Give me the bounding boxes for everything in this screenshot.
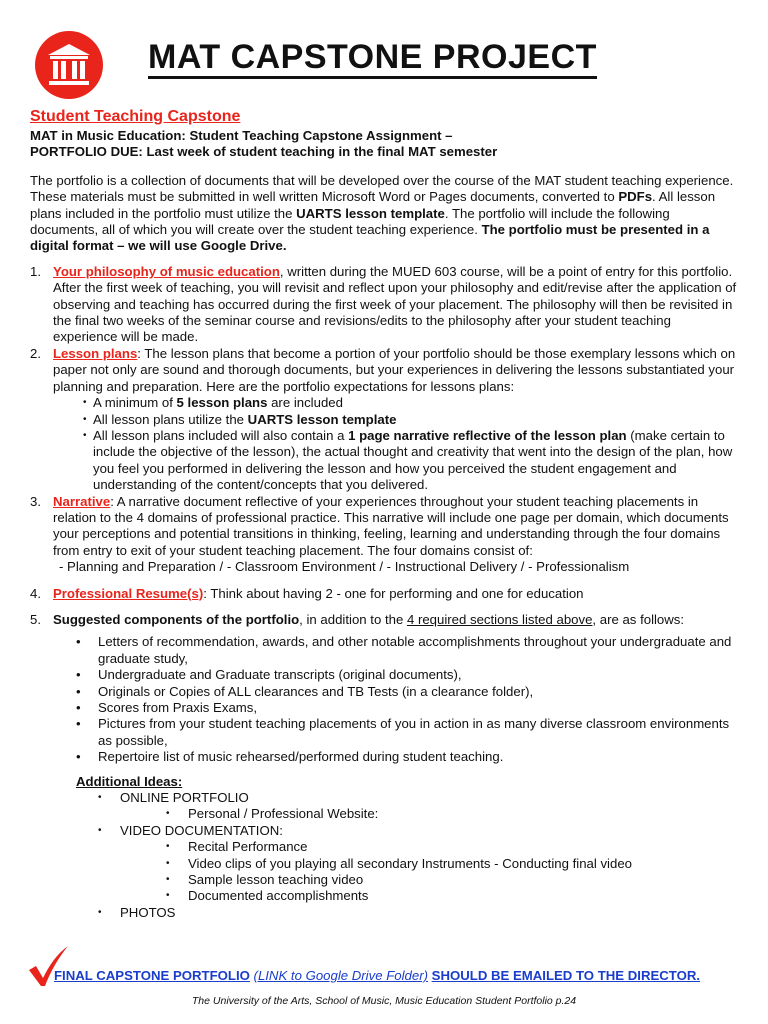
domains-line: - Planning and Preparation / - Classroom Environment / - Instructional Delivery / - Professionalism bbox=[59, 559, 630, 575]
list-item: • A minimum of 5 lesson plans are included bbox=[83, 395, 738, 411]
list-item: • ONLINE PORTFOLIO bbox=[76, 790, 738, 806]
lesson-plan-expectations bbox=[53, 395, 738, 493]
list-item: • Letters of recommendation, awards, and other notable accomplishments throughout your undergraduate and graduate study, bbox=[98, 634, 738, 667]
list-item: 3. Narrative: A narrative document reflective of your experiences throughout your student teaching placements in relation to the 4 domains of professional practice. This narrative will include one page per domain, which documents your perceptions and potential transitions in thinking, feeling, learning and understanding through the four domains from entry to exit of your student teaching placement. The four domains consist of: - Planning and Preparation / - Classroom Environment / - Instructional Delivery / - Professionalism bbox=[30, 494, 738, 576]
narrative-label: Narrative bbox=[53, 493, 111, 509]
list-item: 5. Suggested components of the portfolio, in addition to the 4 required sections listed above, are as follows: bbox=[30, 611, 685, 627]
list-item: • Pictures from your student teaching placements of you in action in as many diverse classroom environments as possible, bbox=[98, 716, 738, 749]
list-item: • Undergraduate and Graduate transcripts (original documents), bbox=[98, 667, 738, 683]
list-item: • All lesson plans utilize the UARTS lesson template bbox=[83, 412, 738, 428]
document-body bbox=[30, 106, 738, 921]
list-item: • PHOTOS bbox=[76, 905, 738, 921]
list-item: • Documented accomplishments bbox=[76, 888, 738, 904]
list-item: • Scores from Praxis Exams, bbox=[98, 700, 738, 716]
additional-ideas-title: Additional Ideas: bbox=[76, 773, 183, 789]
lesson-plans-label: Lesson plans bbox=[53, 345, 138, 361]
components-list bbox=[30, 634, 738, 765]
required-sections-link: 4 required sections listed above bbox=[406, 611, 593, 627]
list-item: • Repertoire list of music rehearsed/performed during student teaching. bbox=[98, 749, 738, 765]
list-item: 1. Your philosophy of music education, written during the MUED 603 course, will be a point of entry for this portfolio. After the first week of teaching, you will revisit and reflect upon your philosophy and edit/revise after the application of observing and teaching has occurred during the first week of your placement. The philosophy will then be revisited in the final two weeks of the seminar course and revisions/edits to the philosophy after your student teaching experience will be made. bbox=[30, 263, 737, 345]
resume-label: Professional Resume(s) bbox=[53, 585, 204, 601]
suggested-components-label: Suggested components of the portfolio bbox=[53, 611, 300, 627]
final-instruction: FINAL CAPSTONE PORTFOLIO (LINK to Google Drive Folder) SHOULD BE EMAILED TO THE DIRECTOR. bbox=[54, 968, 701, 983]
list-item: 2. Lesson plans: The lesson plans that become a portion of your portfolio should be those exemplary lessons which on paper not only are sound and thorough documents, but your experiences in delivering the lessons substantiated your planning and preparation. Here are the portfolio expectations for lessons plans: • A minimum of 5 lesson plans are included • All lesson plans utilize the UARTS lesson template • All lesson plans included will also contain a 1 page narrative reflective of the lesson plan (make certain to include the objective of the lesson), the actual thought and creativity that went into the design of the plan, how you feel you performed in delivering the lesson and how you perceived the student engagement and understanding of the content/concepts that you delivered. bbox=[30, 346, 738, 494]
assignment-line: MAT in Music Education: Student Teaching Capstone Assignment – bbox=[30, 128, 453, 143]
list-item: • VIDEO DOCUMENTATION: bbox=[76, 823, 738, 839]
list-item: • Sample lesson teaching video bbox=[76, 872, 738, 888]
google-drive-link[interactable]: (LINK to Google Drive Folder) bbox=[253, 968, 428, 983]
page-title: MAT CAPSTONE PROJECT bbox=[148, 38, 597, 79]
list-item: • Personal / Professional Website: bbox=[76, 806, 738, 822]
list-item: • Video clips of you playing all secondary Instruments - Conducting final video bbox=[76, 856, 738, 872]
list-item: • Originals or Copies of ALL clearances and TB Tests (in a clearance folder), bbox=[98, 684, 738, 700]
page-footer: The University of the Arts, School of Music, Music Education Student Portfolio p.24 bbox=[191, 995, 577, 1007]
requirements-list bbox=[30, 264, 738, 629]
list-item: • All lesson plans included will also contain a 1 page narrative reflective of the lesson plan (make certain to include the objective of the lesson), the actual thought and creativity that went into the design of the plan, how you feel you performed in delivering the lesson and how you perceived the student engagement and understanding of the content/concepts that you delivered. bbox=[83, 428, 738, 494]
intro-paragraph: The portfolio is a collection of documents that will be developed over the course of the MAT student teaching experience. These materials must be submitted in well written Microsoft Word or Pages documents, converted to PDFs. All lesson plans included in the portfolio must utilize the UARTS lesson template. The portfolio will include the following documents, all of which you will create over the student teaching experience. The portfolio must be presented in a digital format – we will use Google Drive. bbox=[30, 172, 734, 254]
philosophy-label: Your philosophy of music education bbox=[53, 263, 280, 279]
list-item: • Recital Performance bbox=[76, 839, 738, 855]
columns-building-icon bbox=[34, 30, 104, 100]
section-title: Student Teaching Capstone bbox=[30, 108, 241, 125]
due-line: PORTFOLIO DUE: Last week of student teaching in the final MAT semester bbox=[30, 144, 498, 160]
additional-ideas bbox=[30, 774, 738, 922]
list-item: 4. Professional Resume(s): Think about having 2 - one for performing and one for education bbox=[30, 585, 584, 601]
